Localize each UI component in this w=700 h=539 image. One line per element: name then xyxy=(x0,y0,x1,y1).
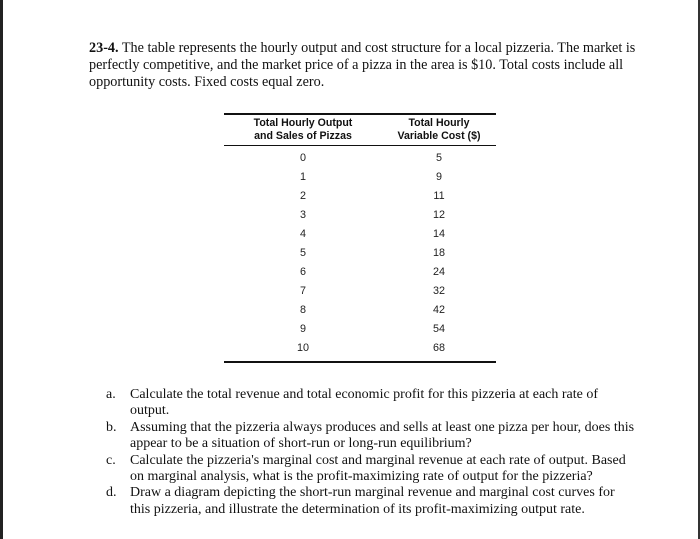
question-label: b. xyxy=(106,419,117,435)
header-output-line-2: and Sales of Pizzas xyxy=(254,130,352,142)
output-cell: 6 xyxy=(299,266,306,279)
table-body xyxy=(224,146,496,358)
left-edge-border xyxy=(0,0,3,539)
variable-cost-cell: 42 xyxy=(432,304,445,317)
table-bottom-rule xyxy=(224,361,496,363)
question-text: Assuming that the pizzeria always produces and sells at least one pizza per hour, does this appear to be a situation of short-run or long-run equilibrium? xyxy=(130,419,635,452)
variable-cost-cell: 54 xyxy=(432,323,445,336)
header-output xyxy=(224,117,382,143)
question-item xyxy=(106,485,636,518)
question-label: d. xyxy=(106,485,117,501)
header-output-line-1: Total Hourly Output xyxy=(253,117,353,129)
table-row xyxy=(224,339,496,358)
table-row xyxy=(224,148,496,167)
output-cell: 5 xyxy=(299,247,306,260)
variable-cost-cell: 9 xyxy=(435,170,442,183)
table-header xyxy=(224,115,496,145)
problem-text: The table represents the hourly output and cost structure for a local pizzeria. The market is perfectly competitive, and the market price of a pizza in the area is $10. Total costs include all opportunity costs. Fixed costs equal zero. xyxy=(89,40,636,90)
table-row xyxy=(224,186,496,205)
table-row xyxy=(224,205,496,224)
question-text: Draw a diagram depicting the short-run marginal revenue and marginal cost curves for this pizzeria, and illustrate the determination of its profit-maximizing output rate. xyxy=(130,485,615,517)
table-row xyxy=(224,320,496,339)
variable-cost-cell: 11 xyxy=(433,189,445,202)
question-list xyxy=(106,387,636,518)
output-cell: 4 xyxy=(299,227,306,240)
problem-statement xyxy=(89,40,649,91)
variable-cost-cell: 68 xyxy=(432,342,445,355)
output-cell: 1 xyxy=(299,170,306,183)
variable-cost-cell: 24 xyxy=(432,266,445,279)
table-row xyxy=(224,301,496,320)
variable-cost-cell: 18 xyxy=(432,247,445,260)
output-cell: 9 xyxy=(299,323,306,336)
question-label: c. xyxy=(106,452,116,468)
question-item xyxy=(106,453,636,486)
question-item xyxy=(106,420,636,453)
header-variable-cost xyxy=(382,117,496,143)
variable-cost-cell: 14 xyxy=(432,227,445,240)
table-row xyxy=(224,263,496,282)
output-cell: 10 xyxy=(296,342,309,355)
header-cost-line-2: Variable Cost ($) xyxy=(397,130,481,142)
question-label: a. xyxy=(106,387,116,402)
output-cell: 8 xyxy=(299,304,306,317)
output-cell: 0 xyxy=(299,151,306,164)
variable-cost-cell: 12 xyxy=(432,208,445,221)
table-row xyxy=(224,243,496,262)
output-cell: 3 xyxy=(299,208,306,221)
question-item xyxy=(106,387,636,420)
header-cost-line-1: Total Hourly xyxy=(408,117,470,129)
cost-table xyxy=(224,113,496,363)
table-row xyxy=(224,224,496,243)
question-text: Calculate the pizzeria's marginal cost and marginal revenue at each rate of output. Based on marginal analysis, what is the profit-maximizing rate of output for the pizzeria? xyxy=(130,452,626,485)
question-text: Calculate the total revenue and total economic profit for this pizzeria at each rate of output. xyxy=(130,387,599,419)
output-cell: 2 xyxy=(299,189,306,202)
variable-cost-cell: 5 xyxy=(435,151,442,164)
table-row xyxy=(224,167,496,186)
variable-cost-cell: 32 xyxy=(432,285,445,298)
problem-number: 23-4. xyxy=(89,40,119,56)
table-row xyxy=(224,282,496,301)
output-cell: 7 xyxy=(299,285,306,298)
